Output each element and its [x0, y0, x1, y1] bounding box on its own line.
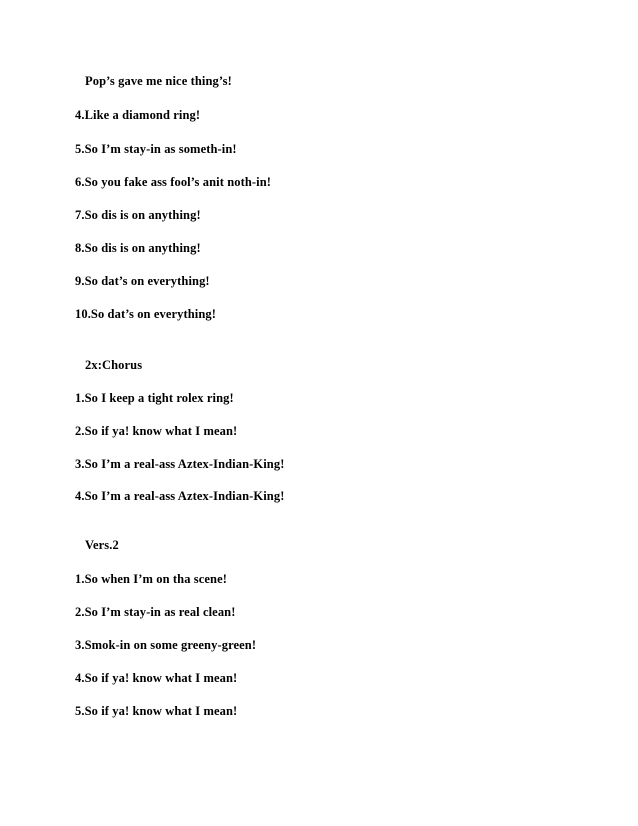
lyric-line: 9.So dat’s on everything! — [75, 274, 210, 288]
lyric-line: 4.So I’m a real-ass Aztex-Indian-King! — [75, 489, 285, 503]
lyric-line: 4.Like a diamond ring! — [75, 108, 201, 122]
lyric-line: Pop’s gave me nice thing’s! — [85, 74, 232, 88]
lyric-line: 6.So you fake ass fool’s anit noth-in! — [75, 175, 272, 189]
lyric-line: 10.So dat’s on everything! — [75, 307, 217, 321]
lyric-line: 7.So dis is on anything! — [75, 208, 201, 222]
lyric-line: 8.So dis is on anything! — [75, 241, 201, 255]
lyric-line: 5.So if ya! know what I mean! — [75, 704, 238, 718]
lyric-line: 4.So if ya! know what I mean! — [75, 671, 238, 685]
lyric-line: 3.So I’m a real-ass Aztex-Indian-King! — [75, 457, 285, 471]
lyric-line: 3.Smok-in on some greeny-green! — [75, 638, 257, 652]
section-heading-verse: Vers.2 — [85, 538, 119, 552]
section-heading-chorus: 2x:Chorus — [85, 358, 143, 372]
lyric-line: 5.So I’m stay-in as someth-in! — [75, 142, 237, 156]
lyric-line: 1.So when I’m on tha scene! — [75, 572, 228, 586]
lyric-line: 2.So if ya! know what I mean! — [75, 424, 238, 438]
lyric-line: 2.So I’m stay-in as real clean! — [75, 605, 236, 619]
lyric-line: 1.So I keep a tight rolex ring! — [75, 391, 234, 405]
